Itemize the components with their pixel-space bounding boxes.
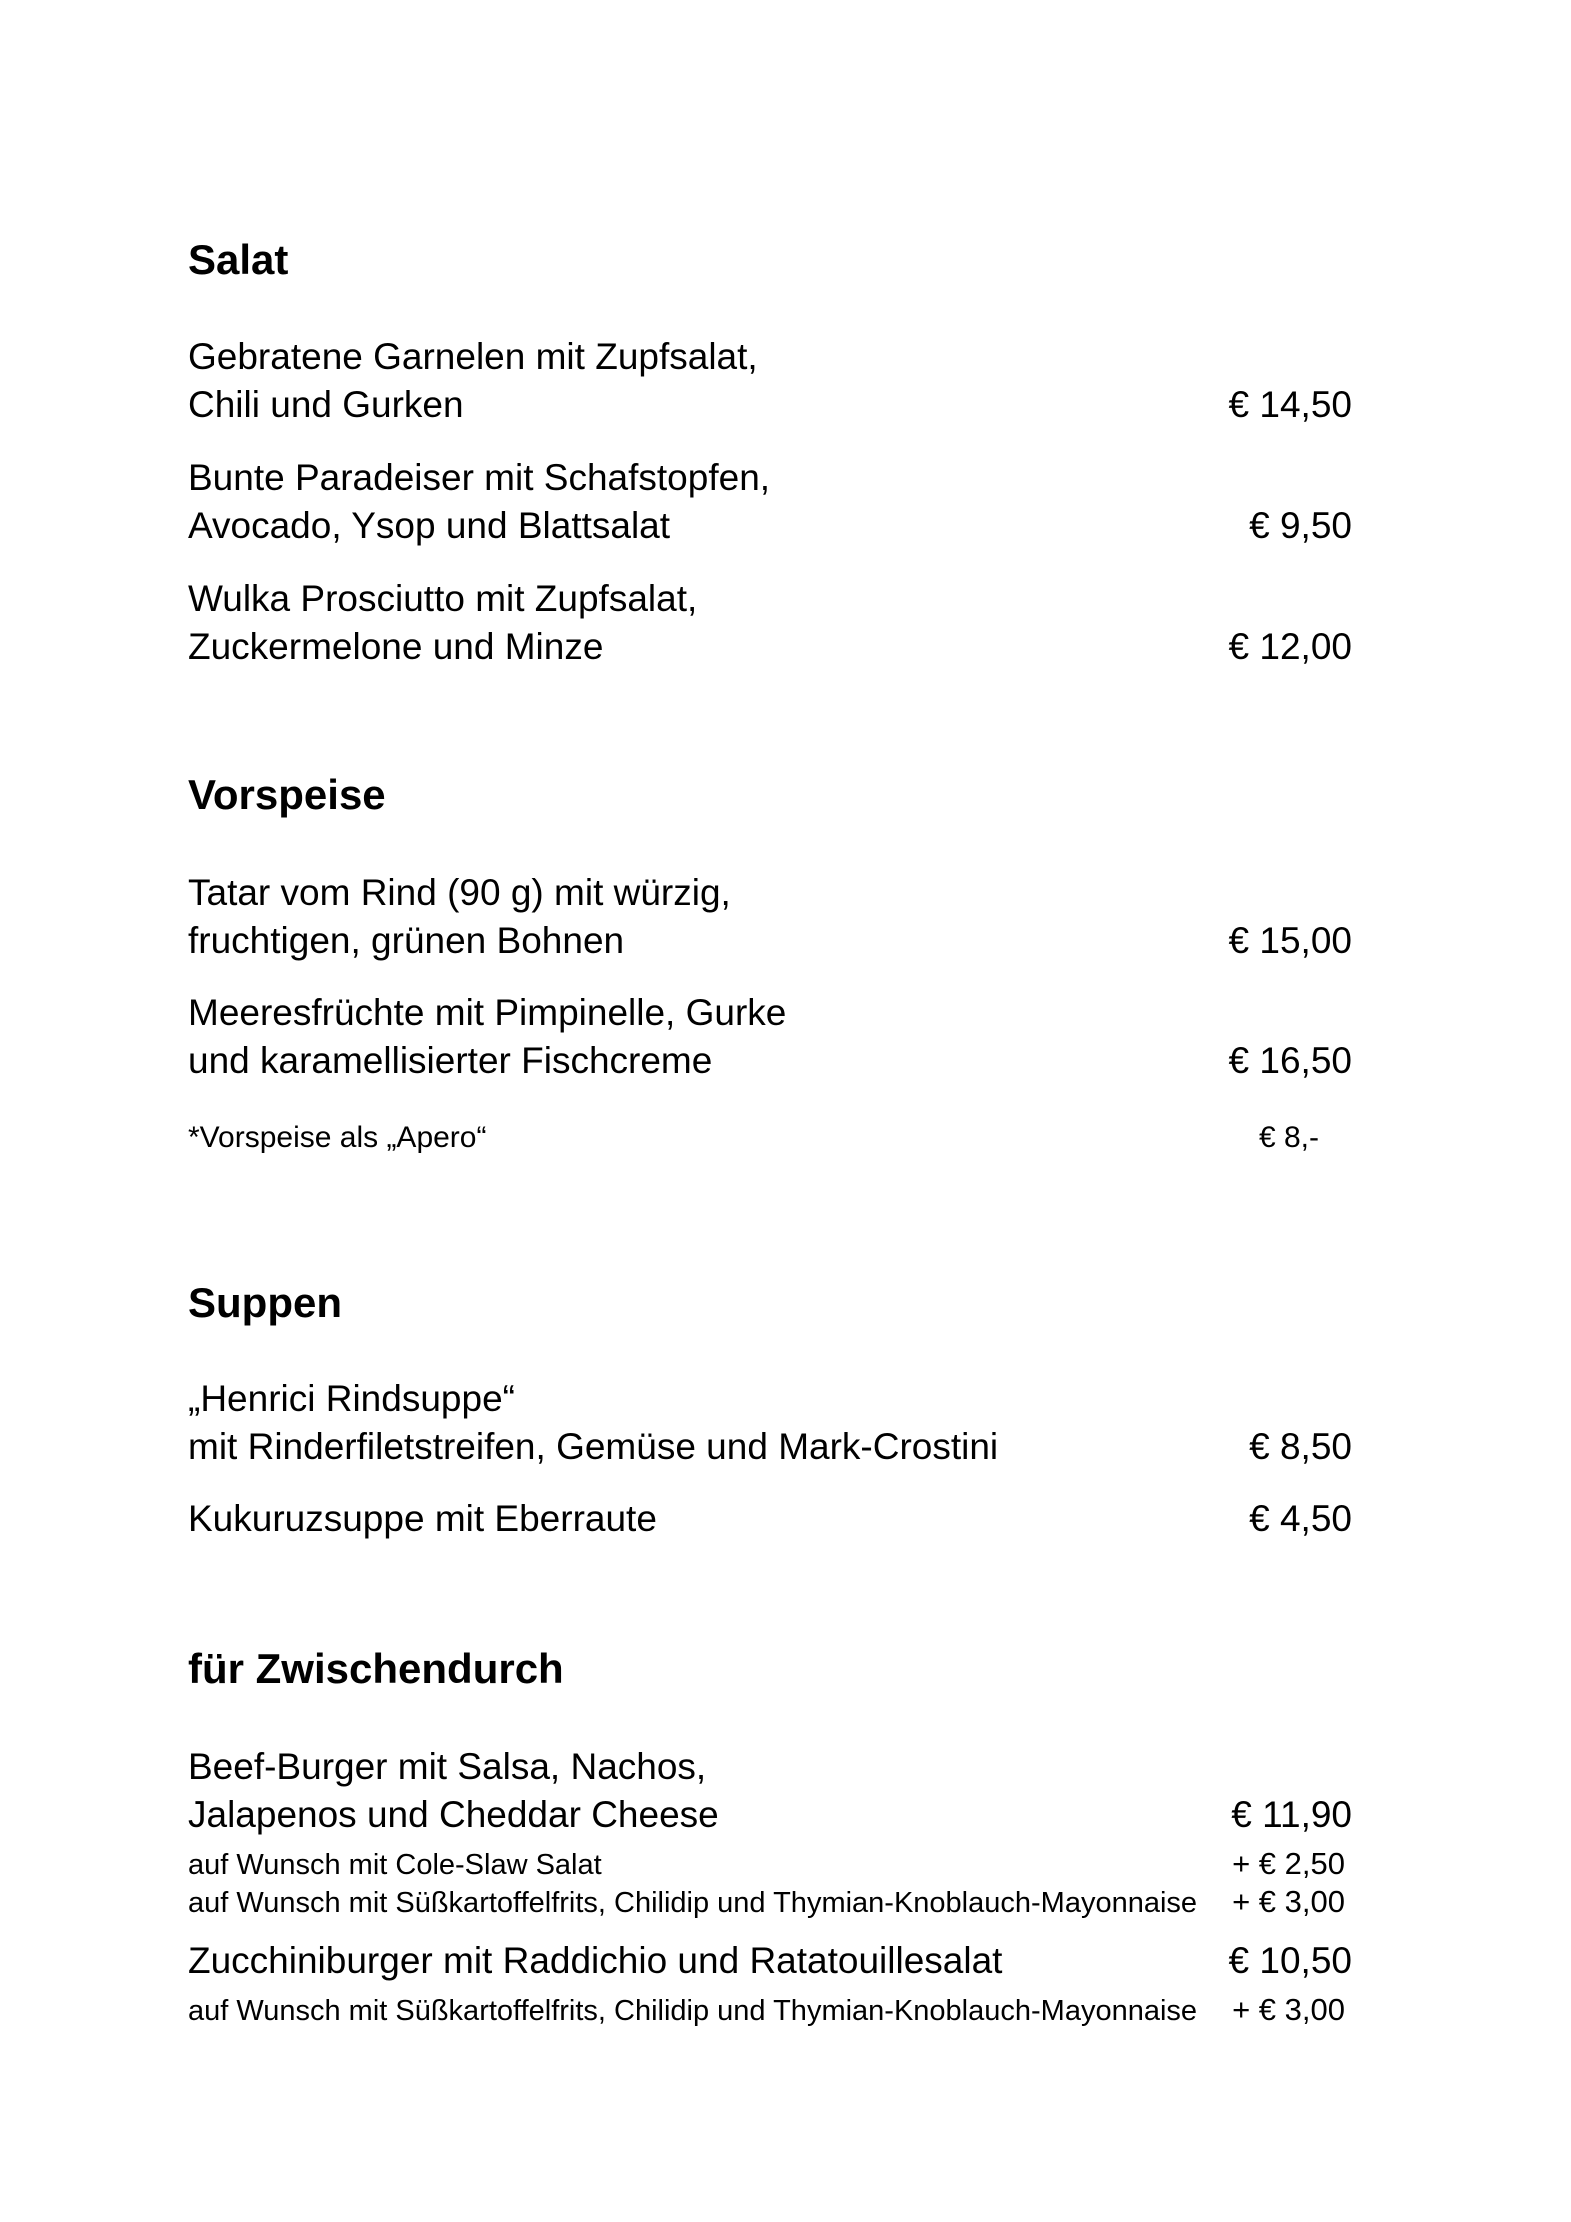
zwischendurch-item-1-option-2: auf Wunsch mit Süßkartoffelfrits, Chilidip und Thymian-Knoblauch-Mayonnaise: [188, 1887, 1198, 1919]
salat-item-3-line-2: Zuckermelone und Minze: [188, 626, 604, 667]
zwischendurch-item-1-option-1: auf Wunsch mit Cole-Slaw Salat: [188, 1849, 602, 1881]
zwischendurch-item-1-line-2: Jalapenos und Cheddar Cheese: [188, 1794, 719, 1835]
zwischendurch-item-1-price: € 11,90: [1231, 1794, 1352, 1835]
vorspeise-item-2-line-1: Meeresfrüchte mit Pimpinelle, Gurke: [188, 992, 787, 1033]
salat-item-2-line-1: Bunte Paradeiser mit Schafstopfen,: [188, 457, 771, 498]
vorspeise-item-1-line-2: fruchtigen, grünen Bohnen: [188, 920, 625, 961]
zwischendurch-item-2-option-1: auf Wunsch mit Süßkartoffelfrits, Chilidip und Thymian-Knoblauch-Mayonnaise: [188, 1995, 1198, 2027]
vorspeise-apero-price: € 8,-: [1258, 1121, 1319, 1154]
vorspeise-item-1-line-1: Tatar vom Rind (90 g) mit würzig,: [188, 872, 731, 913]
vorspeise-item-2-line-2: und karamellisierter Fischcreme: [188, 1040, 713, 1081]
zwischendurch-item-2-option-1-price: + € 3,00: [1232, 1992, 1345, 2027]
zwischendurch-item-1-option-2-price: + € 3,00: [1232, 1884, 1345, 1919]
suppen-item-2-line-1: Kukuruzsuppe mit Eberraute: [188, 1498, 657, 1539]
vorspeise-item-1-price: € 15,00: [1228, 920, 1352, 961]
vorspeise-item-2-price: € 16,50: [1228, 1040, 1352, 1081]
suppen-item-2-price: € 4,50: [1249, 1498, 1352, 1539]
section-heading-zwischendurch: für Zwischendurch: [188, 1645, 564, 1692]
salat-item-3-price: € 12,00: [1228, 626, 1352, 667]
salat-item-1-price: € 14,50: [1228, 384, 1352, 425]
salat-item-2-price: € 9,50: [1249, 505, 1352, 546]
salat-item-1-line-2: Chili und Gurken: [188, 384, 464, 425]
suppen-item-1-price: € 8,50: [1249, 1426, 1352, 1467]
suppen-item-1-line-2: mit Rinderfiletstreifen, Gemüse und Mark-Crostini: [188, 1426, 999, 1467]
section-heading-salat: Salat: [188, 236, 289, 283]
salat-item-2-line-2: Avocado, Ysop und Blattsalat: [188, 505, 671, 546]
zwischendurch-item-1-option-1-price: + € 2,50: [1232, 1846, 1345, 1881]
section-heading-suppen: Suppen: [188, 1279, 342, 1326]
section-heading-vorspeise: Vorspeise: [188, 771, 386, 818]
salat-item-3-line-1: Wulka Prosciutto mit Zupfsalat,: [188, 578, 698, 619]
zwischendurch-item-1-line-1: Beef-Burger mit Salsa, Nachos,: [188, 1746, 707, 1787]
zwischendurch-item-2-price: € 10,50: [1228, 1940, 1352, 1981]
salat-item-1-line-1: Gebratene Garnelen mit Zupfsalat,: [188, 336, 758, 377]
zwischendurch-item-2-line-1: Zucchiniburger mit Raddichio und Ratatouillesalat: [188, 1940, 1003, 1981]
suppen-item-1-line-1: „Henrici Rindsuppe“: [188, 1378, 515, 1419]
vorspeise-apero-note: *Vorspeise als „Apero“: [188, 1121, 487, 1154]
